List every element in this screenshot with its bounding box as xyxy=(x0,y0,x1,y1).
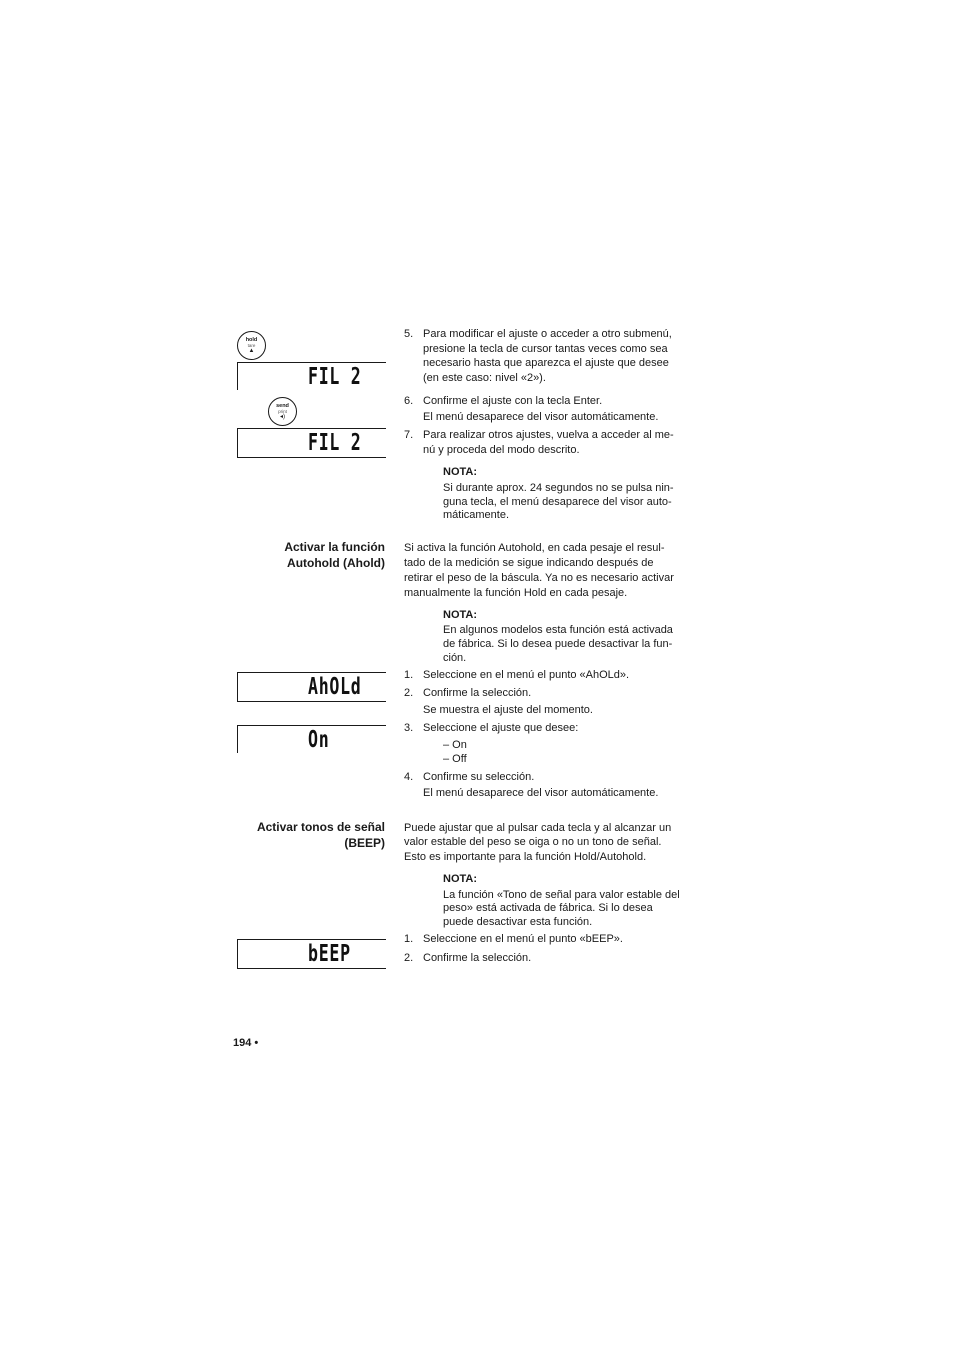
note-line: máticamente. xyxy=(443,509,510,521)
step-text: Seleccione en el menú el punto «bEEP». xyxy=(423,933,623,945)
step-number: 1. xyxy=(404,669,414,681)
note-title: NOTA: xyxy=(443,873,478,885)
step-subtext: Se muestra el ajuste del momento. xyxy=(423,704,593,716)
print-key-label: print xyxy=(278,409,287,414)
step-number: 4. xyxy=(404,771,414,783)
lcd-display-ahold xyxy=(237,672,386,702)
step-text-line: presione la tecla de cursor tantas veces como sea xyxy=(423,343,668,355)
step-text-line: (en este caso: nivel «2»). xyxy=(423,372,546,384)
hold-key-label: hold xyxy=(245,337,258,343)
step-text-line: nú y proceda del modo descrito. xyxy=(423,444,580,456)
step-number: 6. xyxy=(404,395,414,407)
step-text: Seleccione el ajuste que desee: xyxy=(423,722,579,734)
section-heading-autohold xyxy=(284,540,385,571)
note-title: NOTA: xyxy=(443,609,478,621)
note-line: peso» está activada de fábrica. Si lo desea xyxy=(443,902,653,914)
intro-line: Puede ajustar que al pulsar cada tecla y al alcanzar un xyxy=(404,822,672,834)
step-text: Confirme la selección. xyxy=(423,952,532,964)
lcd-display-fil-1 xyxy=(237,362,386,390)
send-print-key[interactable] xyxy=(268,397,297,426)
step-text: Confirme su selección. xyxy=(423,771,535,783)
lcd-text: FIL 2 xyxy=(308,430,362,456)
tare-key-label: tare xyxy=(247,343,256,348)
step-text-line: necesario hasta que aparezca el ajuste que desee xyxy=(423,357,669,369)
heading-line: (BEEP) xyxy=(344,835,385,850)
note-line: puede desactivar esta función. xyxy=(443,916,593,928)
step-number: 5. xyxy=(404,328,414,340)
note-title: NOTA: xyxy=(443,466,478,478)
step-number: 3. xyxy=(404,722,414,734)
intro-line: Esto es importante para la función Hold/Autohold. xyxy=(404,851,647,863)
section-heading-beep xyxy=(257,820,385,851)
step-number: 1. xyxy=(404,933,414,945)
send-key-label: send xyxy=(276,403,289,409)
lcd-display-fil-2 xyxy=(237,428,386,458)
lcd-text: FIL 2 xyxy=(308,364,362,390)
note-line: ción. xyxy=(443,652,467,664)
note-line: Si durante aprox. 24 segundos no se pulsa nin- xyxy=(443,482,674,494)
note-line: La función «Tono de señal para valor estable del xyxy=(443,889,680,901)
step-text: Seleccione en el menú el punto «AhOLd». xyxy=(423,669,630,681)
step-subtext: El menú desaparece del visor automáticamente. xyxy=(423,411,659,423)
step-subtext: El menú desaparece del visor automáticamente. xyxy=(423,787,659,799)
intro-line: tado de la medición se sigue indicando después de xyxy=(404,557,654,569)
note-line: En algunos modelos esta función está activada xyxy=(443,624,673,636)
hold-tare-key[interactable] xyxy=(237,331,266,360)
lcd-text: bEEP xyxy=(308,941,351,967)
option-on: – On xyxy=(443,739,467,751)
lcd-text: On xyxy=(308,727,330,753)
up-arrow-icon: ▲ xyxy=(248,348,255,354)
step-text: Confirme la selección. xyxy=(423,687,532,699)
intro-line: valor estable del peso se oiga o no un tono de señal. xyxy=(404,836,662,848)
step-text-line: Para modificar el ajuste o acceder a otro submenú, xyxy=(423,328,672,340)
intro-line: manualmente la función Hold en cada pesaje. xyxy=(404,587,628,599)
step-number: 2. xyxy=(404,952,414,964)
step-number: 2. xyxy=(404,687,414,699)
note-line: guna tecla, el menú desaparece del visor auto- xyxy=(443,496,672,508)
intro-line: retirar el peso de la báscula. Ya no es necesario activar xyxy=(404,572,674,584)
intro-line: Si activa la función Autohold, en cada pesaje el resul- xyxy=(404,542,665,554)
step-number: 7. xyxy=(404,429,414,441)
page-number: 194 • xyxy=(233,1037,259,1049)
heading-line: Activar la función xyxy=(284,540,385,554)
lcd-display-on xyxy=(237,725,386,753)
speaker-icon: ◂) xyxy=(279,414,285,420)
heading-line: Activar tonos de señal xyxy=(256,820,385,834)
lcd-display-beep xyxy=(237,939,386,969)
note-line: de fábrica. Si lo desea puede desactivar la fun- xyxy=(443,638,673,650)
option-off: – Off xyxy=(443,753,467,765)
step-text-line: Para realizar otros ajustes, vuelva a acceder al me- xyxy=(423,429,674,441)
step-text: Confirme el ajuste con la tecla Enter. xyxy=(423,395,603,407)
lcd-text: AhOLd xyxy=(308,674,362,700)
heading-line: Autohold (Ahold) xyxy=(287,555,385,570)
